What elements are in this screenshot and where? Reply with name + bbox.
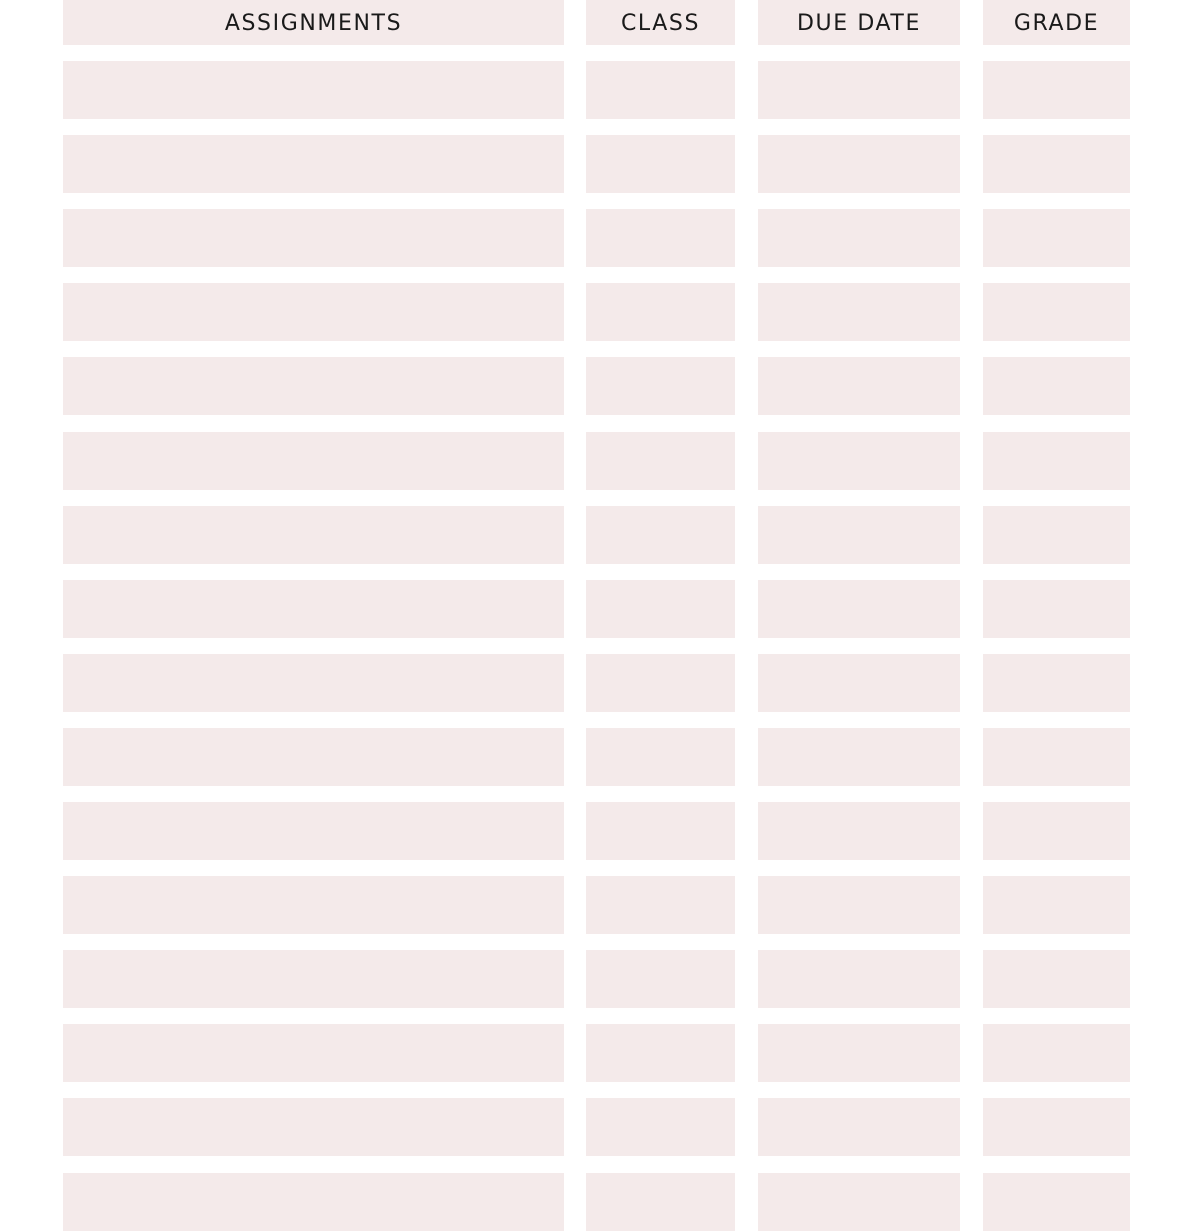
cell-due-date[interactable] [758, 209, 960, 267]
cell-assignments[interactable] [63, 1098, 564, 1156]
cell-class[interactable] [586, 580, 735, 638]
cell-due-date[interactable] [758, 61, 960, 119]
cell-due-date[interactable] [758, 357, 960, 415]
cell-due-date[interactable] [758, 432, 960, 490]
cell-due-date[interactable] [758, 802, 960, 860]
cell-grade[interactable] [983, 580, 1130, 638]
cell-due-date[interactable] [758, 580, 960, 638]
cell-assignments[interactable] [63, 432, 564, 490]
cell-assignments[interactable] [63, 1173, 564, 1231]
cell-grade[interactable] [983, 506, 1130, 564]
cell-grade[interactable] [983, 209, 1130, 267]
cell-assignments[interactable] [63, 357, 564, 415]
header-class: CLASS [586, 0, 735, 45]
cell-assignments[interactable] [63, 283, 564, 341]
header-due-date: DUE DATE [758, 0, 960, 45]
cell-due-date[interactable] [758, 135, 960, 193]
cell-due-date[interactable] [758, 654, 960, 712]
cell-class[interactable] [586, 728, 735, 786]
header-grade: GRADE [983, 0, 1130, 45]
cell-class[interactable] [586, 1173, 735, 1231]
cell-grade[interactable] [983, 728, 1130, 786]
cell-grade[interactable] [983, 1173, 1130, 1231]
cell-class[interactable] [586, 802, 735, 860]
cell-assignments[interactable] [63, 876, 564, 934]
cell-due-date[interactable] [758, 728, 960, 786]
cell-class[interactable] [586, 135, 735, 193]
cell-grade[interactable] [983, 135, 1130, 193]
cell-assignments[interactable] [63, 580, 564, 638]
cell-assignments[interactable] [63, 802, 564, 860]
cell-assignments[interactable] [63, 728, 564, 786]
cell-class[interactable] [586, 876, 735, 934]
cell-grade[interactable] [983, 1024, 1130, 1082]
cell-assignments[interactable] [63, 1024, 564, 1082]
cell-assignments[interactable] [63, 61, 564, 119]
cell-grade[interactable] [983, 283, 1130, 341]
cell-grade[interactable] [983, 357, 1130, 415]
cell-grade[interactable] [983, 802, 1130, 860]
cell-grade[interactable] [983, 432, 1130, 490]
header-assignments: ASSIGNMENTS [63, 0, 564, 45]
cell-assignments[interactable] [63, 506, 564, 564]
cell-class[interactable] [586, 1098, 735, 1156]
cell-due-date[interactable] [758, 1024, 960, 1082]
cell-class[interactable] [586, 432, 735, 490]
cell-assignments[interactable] [63, 135, 564, 193]
cell-class[interactable] [586, 1024, 735, 1082]
cell-class[interactable] [586, 61, 735, 119]
cell-grade[interactable] [983, 1098, 1130, 1156]
cell-due-date[interactable] [758, 950, 960, 1008]
cell-due-date[interactable] [758, 283, 960, 341]
cell-due-date[interactable] [758, 1173, 960, 1231]
cell-due-date[interactable] [758, 506, 960, 564]
cell-class[interactable] [586, 506, 735, 564]
cell-assignments[interactable] [63, 209, 564, 267]
cell-class[interactable] [586, 950, 735, 1008]
cell-class[interactable] [586, 654, 735, 712]
cell-due-date[interactable] [758, 876, 960, 934]
cell-due-date[interactable] [758, 1098, 960, 1156]
cell-assignments[interactable] [63, 950, 564, 1008]
cell-class[interactable] [586, 209, 735, 267]
cell-grade[interactable] [983, 950, 1130, 1008]
cell-assignments[interactable] [63, 654, 564, 712]
cell-class[interactable] [586, 283, 735, 341]
cell-class[interactable] [586, 357, 735, 415]
cell-grade[interactable] [983, 654, 1130, 712]
cell-grade[interactable] [983, 876, 1130, 934]
cell-grade[interactable] [983, 61, 1130, 119]
